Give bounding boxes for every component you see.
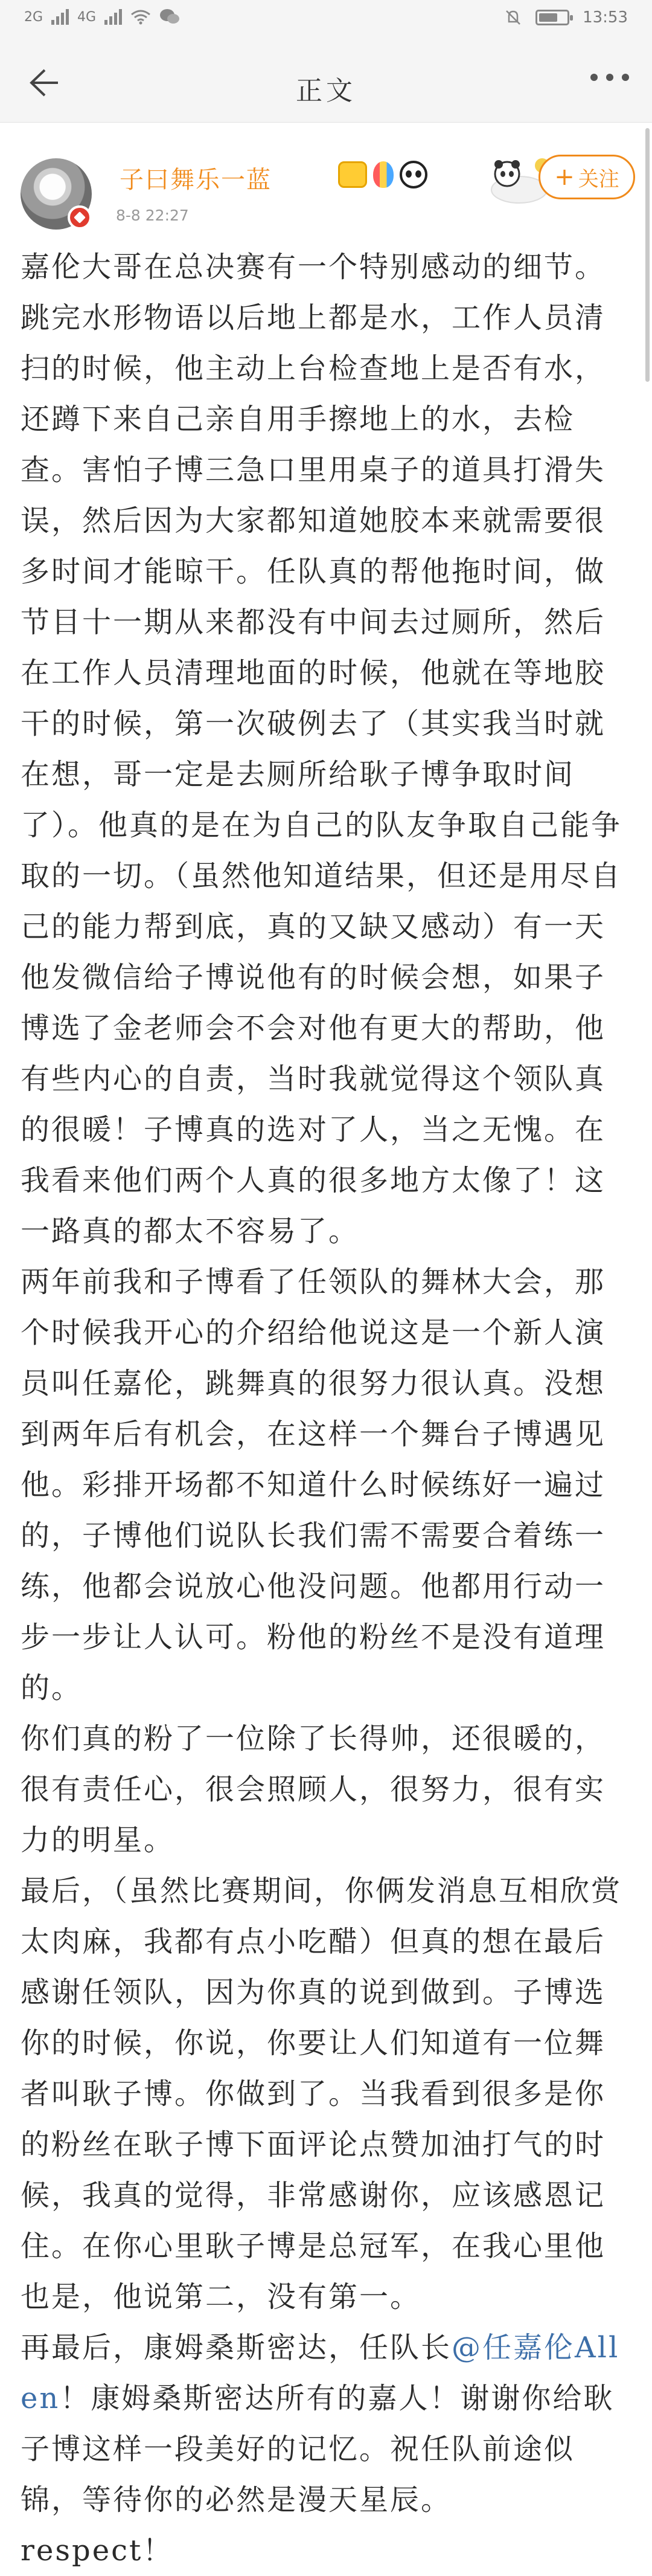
wifi-icon xyxy=(130,9,151,25)
signal-icon xyxy=(51,9,69,25)
user-badges xyxy=(338,161,427,188)
paragraph-6: respect！ xyxy=(21,2534,174,2568)
scrollbar[interactable] xyxy=(645,128,650,382)
panda-badge-icon xyxy=(400,161,427,188)
mute-bell-icon xyxy=(504,8,522,27)
follow-label: 关注 xyxy=(578,167,619,192)
author-header xyxy=(0,123,652,244)
network-4g-label: 4G xyxy=(77,9,97,25)
balloon-badge-icon xyxy=(373,161,394,188)
plus-icon: + xyxy=(554,163,575,191)
follow-button[interactable] xyxy=(539,155,635,199)
more-options-icon[interactable] xyxy=(590,74,629,81)
paragraph-5-start: 再最后，康姆桑斯密达，任队长 xyxy=(21,2331,452,2365)
author-name[interactable]: 子曰舞乐一蓝 xyxy=(120,166,272,194)
wechat-icon xyxy=(159,8,180,25)
paragraph-5-end: ！康姆桑斯密达所有的嘉人！谢谢你给耿子博这样一段美好的记忆。祝任队前途似锦，等待你的必然是漫天星辰。 xyxy=(21,2381,615,2517)
battery-icon xyxy=(535,10,569,25)
paragraph-1: 嘉伦大哥在总决赛有一个特别感动的细节。跳完水形物语以后地上都是水，工作人员清扫的时候，他主动上台检查地上是否有水，还蹲下来自己亲自用手擦地上的水，去检查。害怕子博三急口里用桌子的道具打滑失误，然后因为大家都知道她胶本来就需要很多时间才能晾干。任队真的帮他拖时间，做节目十一期从来都没有中间去过厕所，然后在工作人员清理地面的时候，他就在等地胶干的时候，第一次破例去了（其实我当时就在想，哥一定是去厕所给耿子博争取时间了）。他真的是在为自己的队友争取自己能争取的一切。（虽然他知道结果，但还是用尽自己的能力帮到底，真的又缺又感动）有一天他发微信给子博说他有的时候会想，如果子博选了金老师会不会对他有更大的帮助，他有些内心的自责，当时我就觉得这个领队真的很暖！子博真的选对了人，当之无愧。在我看来他们两个人真的很多地方太像了！这一路真的都太不容易了。 xyxy=(21,250,622,1248)
mention-link[interactable]: @任嘉伦Allen xyxy=(21,2331,620,2415)
status-time: 13:53 xyxy=(583,8,628,27)
paragraph-4: 最后，（虽然比赛期间，你俩发消息互相欣赏太肉麻，我都有点小吃醋）但真的想在最后感谢任领队，因为你真的说到做到。子博选你的时候，你说，你要让人们知道有一位舞者叫耿子博。你做到了。当我看到很多是你的粉丝在耿子博下面评论点赞加油打气的时候，我真的觉得，非常感谢你，应该感恩记住。在你心里耿子博是总冠军，在我心里他也是，他说第二，没有第一。 xyxy=(21,1874,622,2314)
post-content xyxy=(21,242,631,2576)
paragraph-3: 你们真的粉了一位除了长得帅，还很暖的，很有责任心，很会照顾人，很努力，很有实力的明星。 xyxy=(21,1722,606,1857)
status-bar xyxy=(0,0,652,43)
crown-badge-icon xyxy=(338,161,367,188)
network-2g-label: 2G xyxy=(24,9,43,25)
verified-badge-icon xyxy=(68,205,92,230)
page-title: 正文 xyxy=(296,76,356,106)
paragraph-2: 两年前我和子博看了任领队的舞林大会，那个时候我开心的介绍给他说这是一个新人演员叫任嘉伦，跳舞真的很努力很认真。没想到两年后有机会，在这样一个舞台子博遇见他。彩排开场都不知道什么时候练好一遍过的，子博他们说队长我们需不需要合着练一练，他都会说放心他没问题。他都用行动一步一步让人认可。粉他的粉丝不是没有道理的。 xyxy=(21,1265,606,1705)
nav-bar xyxy=(0,43,652,123)
status-left xyxy=(24,8,180,25)
post-time: 8-8 22:27 xyxy=(116,207,189,224)
signal-icon-2 xyxy=(104,9,122,25)
status-right xyxy=(504,8,628,27)
paragraph-5 xyxy=(21,2322,631,2525)
